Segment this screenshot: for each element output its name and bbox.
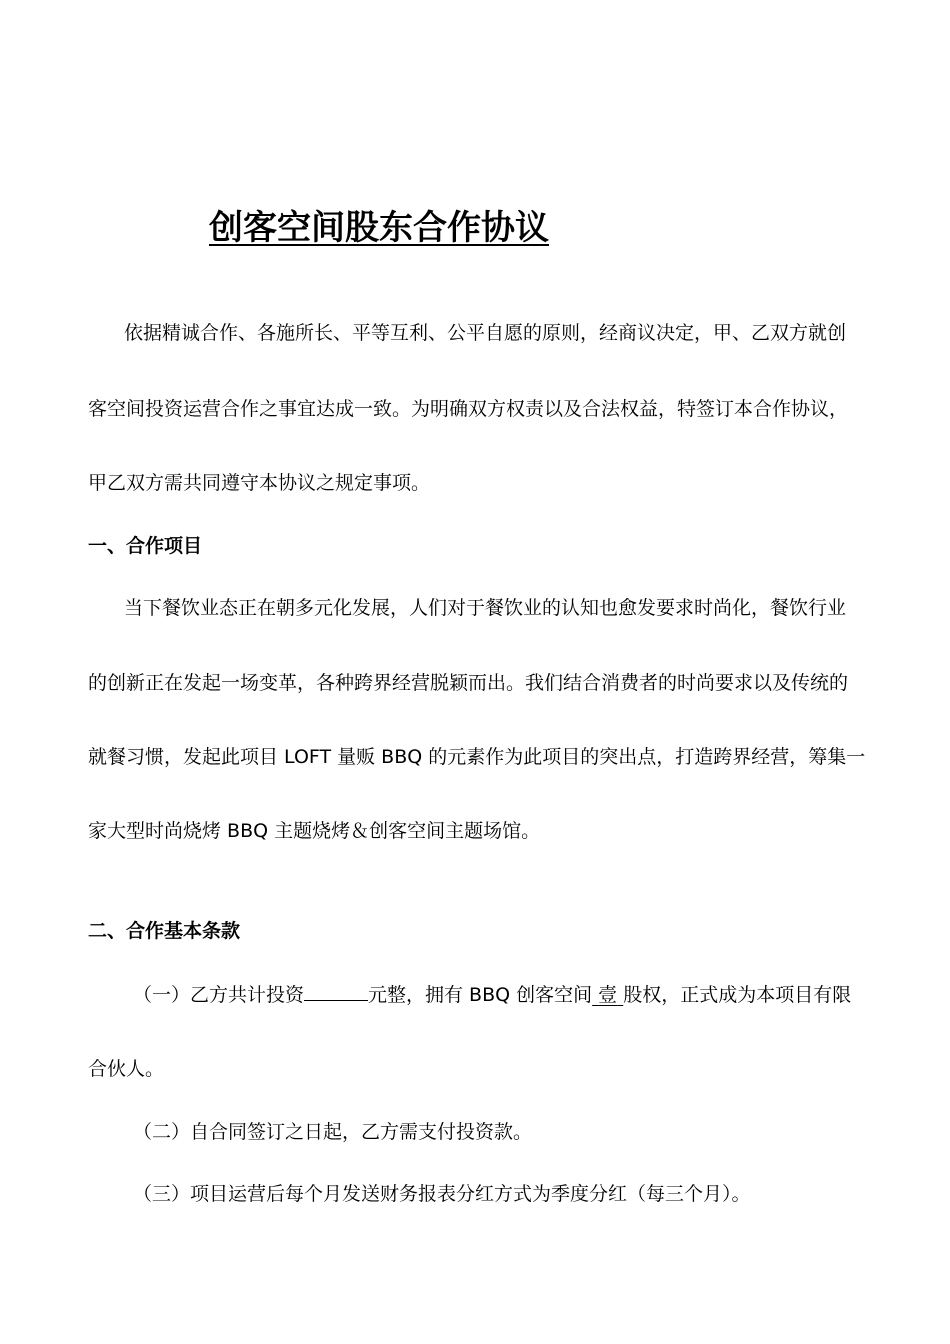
section-1-line-3: 就餐习惯，发起此项目 LOFT 量贩 BBQ 的元素作为此项目的突出点，打造跨界经营，筹集一 [88,746,866,768]
shares-value: 壹 [598,984,618,1006]
clause-2-line: （二）自合同签订之日起，乙方需支付投资款。 [133,1121,533,1143]
section-1-line-1: 当下餐饮业态正在朝多元化发展，人们对于餐饮业的认知也愈发要求时尚化，餐饮行业 [124,597,847,619]
intro-line-3: 甲乙双方需共同遵守本协议之规定事项。 [88,472,431,494]
investment-amount-blank [304,982,368,1001]
clause-1-continuation: 合伙人。 [88,1058,165,1080]
section-1-line-4: 家大型时尚烧烤 BBQ 主题烧烤＆创客空间主题场馆。 [88,820,541,842]
clause-3-line: （三）项目运营后每个月发送财务报表分红方式为季度分红（每三个月）。 [133,1183,751,1205]
clause-1-middle: 元整，拥有 BBQ 创客空间 [368,984,593,1006]
section-1-line-2: 的创新正在发起一场变革，各种跨界经营脱颖而出。我们结合消费者的时尚要求以及传统的 [88,672,849,694]
clause-1-prefix: （一）乙方共计投资 [133,984,305,1006]
clause-1-line [133,982,851,1008]
intro-line-2: 客空间投资运营合作之事宜达成一致。为明确双方权责以及合法权益，特签订本合作协议， [88,398,849,420]
section-2-heading: 二、合作基本条款 [88,920,241,942]
intro-line-1: 依据精诚合作、各施所长、平等互利、公平自愿的原则，经商议决定，甲、乙双方就创 [124,322,847,344]
section-1-heading: 一、合作项目 [88,535,203,557]
clause-1-suffix: 股权，正式成为本项目有限 [623,984,852,1006]
document-title: 创客空间股东合作协议 [209,208,549,248]
